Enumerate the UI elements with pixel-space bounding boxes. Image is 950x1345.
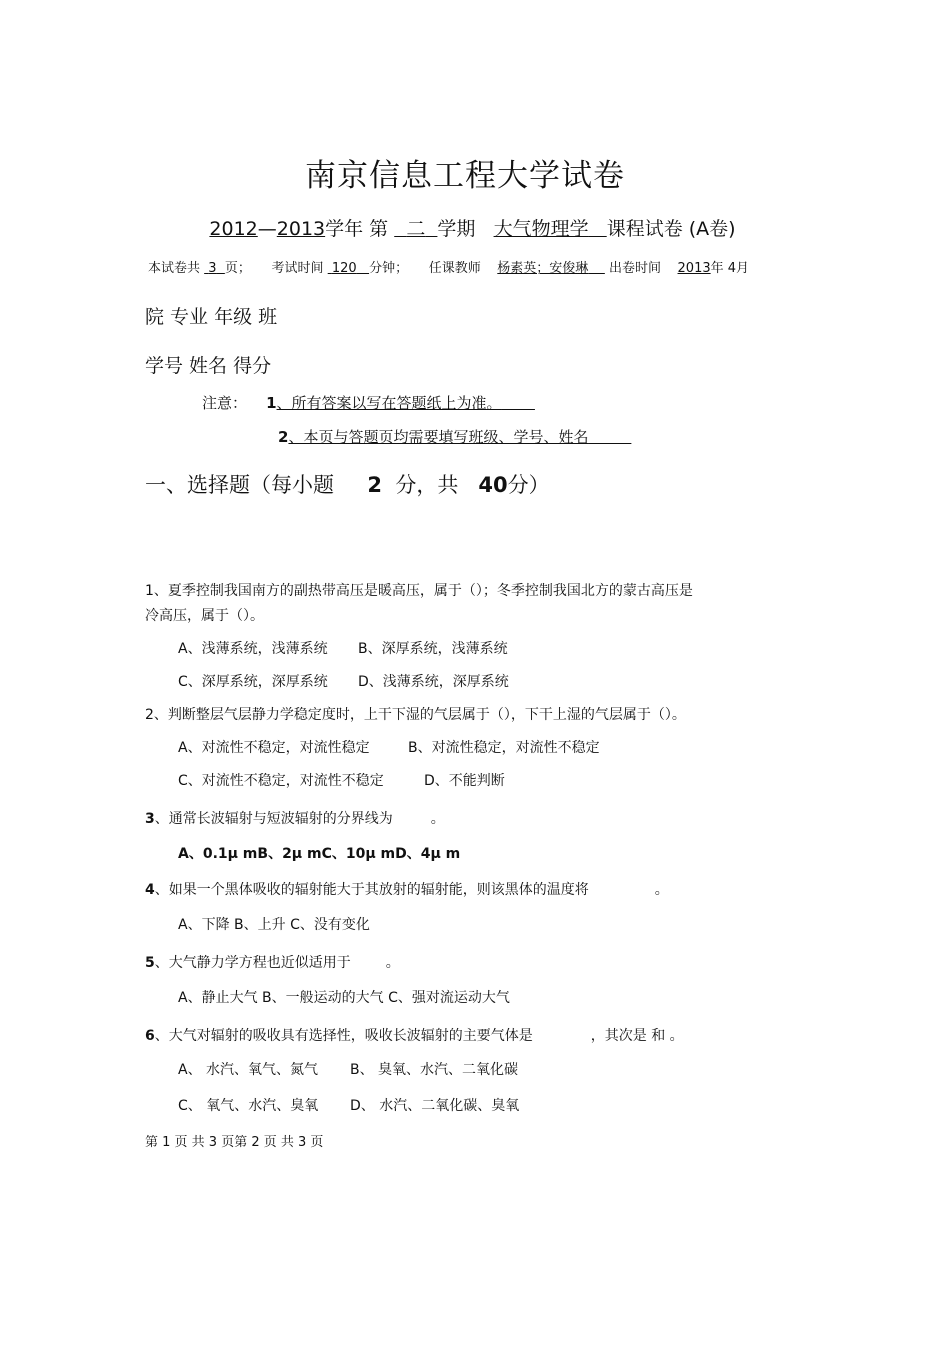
student-info-line1: 院 专业 年级 班: [145, 306, 278, 328]
q4-line: 4、如果一个黑体吸收的辐射能大于其放射的辐射能，则该黑体的温度将 。: [145, 882, 669, 898]
q6-option-a: A、 水汽、氧气、氮气: [178, 1062, 319, 1078]
q2-option-d: D、不能判断: [424, 773, 505, 789]
q6-option-b: B、 臭氧、水汽、二氧化碳: [350, 1062, 519, 1078]
q3-line: 3、通常长波辐射与短波辐射的分界线为 。: [145, 811, 445, 827]
q6-option-c: C、 氧气、水汽、臭氧: [178, 1098, 319, 1114]
course-suffix: 课程试卷 (A卷): [606, 218, 736, 240]
q2-option-b: B、对流性稳定，对流性不稳定: [408, 740, 600, 756]
note-2: 2、本页与答题页均需要填写班级、学号、姓名: [278, 426, 631, 447]
time-label: 考试时间: [271, 261, 324, 276]
q1-option-b: B、深厚系统，浅薄系统: [358, 641, 508, 657]
page-footer: 第 1 页 共 3 页第 2 页 共 3 页: [145, 1135, 324, 1150]
section-heading: 一、选择题（每小题 2 分，共 40分）: [145, 473, 550, 497]
q1-option-d: D、浅薄系统，深厚系统: [358, 674, 509, 690]
q5-options: A、静止大气 B、一般运动的大气 C、强对流运动大气: [178, 990, 510, 1006]
q2-option-a: A、对流性不稳定，对流性稳定: [178, 740, 370, 756]
course-name: 大气物理学: [493, 218, 589, 240]
note-label: 注意：: [202, 394, 248, 412]
q4-options: A、下降 B、上升 C、没有变化: [178, 917, 370, 933]
q3-options: A、0.1μ mB、2μ mC、10μ mD、4μ m: [178, 846, 461, 862]
issue-label: 出卷时间: [608, 261, 661, 276]
pages-value: 3: [208, 261, 217, 276]
q1-line1: 1、夏季控制我国南方的副热带高压是暖高压，属于（）；冬季控制我国北方的蒙古高压是: [145, 583, 693, 599]
course-subtitle: [0, 214, 945, 241]
exam-meta: [148, 257, 749, 276]
year-sep: —: [257, 218, 277, 240]
q1-option-a: A、浅薄系统，浅薄系统: [178, 641, 328, 657]
pages-label: 本试卷共: [148, 261, 201, 276]
issue-suffix: 年 4月: [710, 261, 750, 276]
issue-year: 2013: [677, 261, 711, 276]
note-1: 注意： 1、所有答案以写在答题纸上为准。: [202, 392, 535, 413]
teacher-value: 杨素英；安俊琳: [497, 261, 589, 276]
year-suffix: 学年 第: [325, 218, 389, 240]
q1-option-c: C、深厚系统，深厚系统: [178, 674, 328, 690]
year-start: 2012: [209, 218, 258, 240]
student-info-line2: 学号 姓名 得分: [145, 355, 272, 377]
q6-option-d: D、 水汽、二氧化碳、臭氧: [350, 1098, 520, 1114]
time-suffix: 分钟；: [369, 261, 409, 276]
pages-suffix: 页；: [224, 261, 251, 276]
semester-suffix: 学期: [437, 218, 476, 240]
q5-line: 5、大气静力学方程也近似适用于 。: [145, 955, 400, 971]
exam-title: 南京信息工程大学试卷: [305, 158, 625, 194]
time-value: 120: [331, 261, 357, 276]
q2-line: 2、判断整层气层静力学稳定度时，上干下湿的气层属于（），下干上湿的气层属于（）。: [145, 707, 686, 723]
note-1-text: 、所有答案以写在答题纸上为准。: [276, 394, 502, 412]
q2-option-c: C、对流性不稳定，对流性不稳定: [178, 773, 384, 789]
note-2-text: 、本页与答题页均需要填写班级、学号、姓名: [288, 428, 589, 446]
q6-line: 6、大气对辐射的吸收具有选择性，吸收长波辐射的主要气体是 ，其次是 和 。: [145, 1028, 684, 1044]
teacher-label: 任课教师: [428, 261, 481, 276]
semester: 二: [406, 218, 426, 240]
year-end: 2013: [276, 218, 326, 240]
q1-line2: 冷高压，属于（）。: [145, 608, 264, 624]
